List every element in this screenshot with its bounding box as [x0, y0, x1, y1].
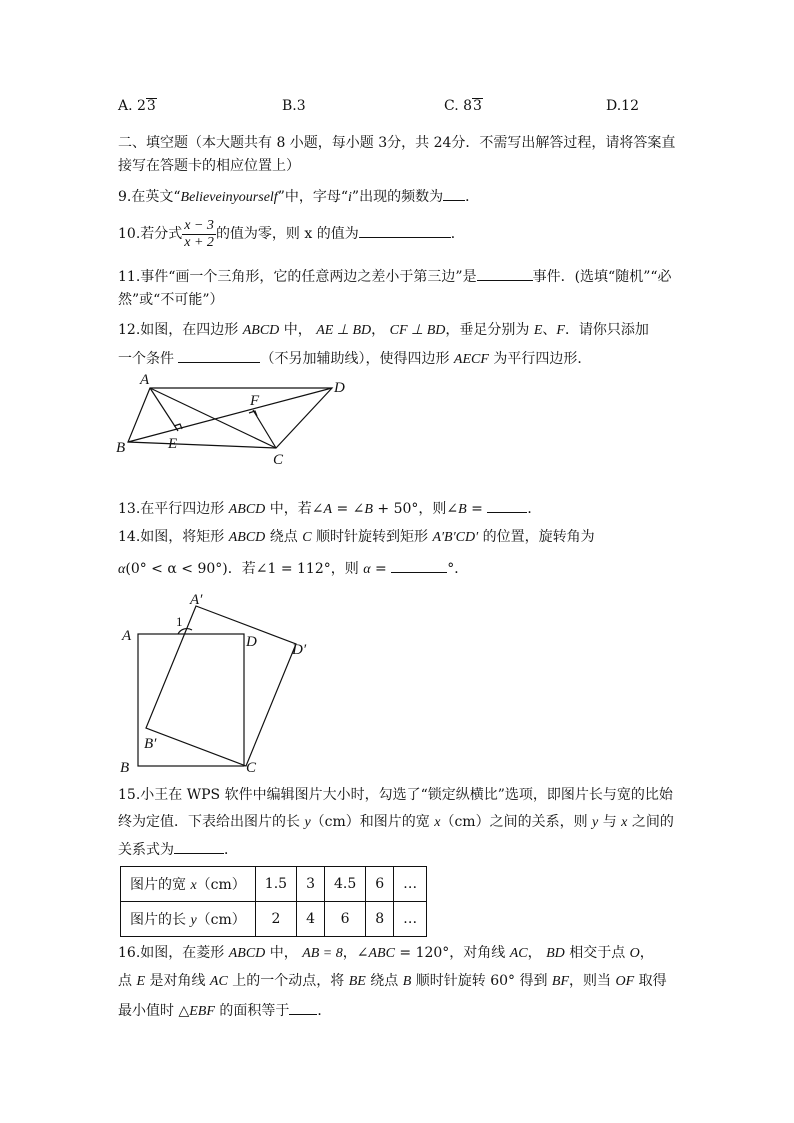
- figure-quadrilateral: [110, 370, 360, 470]
- question-16: 16.如图，在菱形 ABCD 中， AB = 8，∠ABC = 120°，对角线 AC， BD 相交于点 O，: [118, 945, 654, 961]
- rect-a1b1cd1: [146, 606, 296, 766]
- table-cell: …: [394, 902, 427, 937]
- table-row: [121, 867, 427, 902]
- option-c: C. 83: [444, 98, 482, 114]
- question-16-cont2: 最小值时 △EBF 的面积等于 ．: [118, 1000, 331, 1022]
- quad-abcd: [128, 388, 332, 448]
- option-b: B.3: [282, 98, 306, 114]
- answer-blank[interactable]: [289, 1000, 317, 1015]
- table-cell: 6: [324, 902, 365, 937]
- label-b: B: [120, 760, 130, 776]
- fraction: $\frac{x - 3}{x + 2}$: [184, 217, 214, 250]
- answer-blank[interactable]: [443, 186, 465, 201]
- label-b-prime: B′: [144, 736, 157, 752]
- label-a: A: [140, 372, 150, 388]
- option-d: D.12: [606, 98, 639, 114]
- table-cell: 2: [255, 902, 296, 937]
- question-11: 11.事件“画一个三角形，它的任意两边之差小于第三边”是 事件．(选填“随机”“必: [118, 266, 672, 287]
- label-f: F: [250, 393, 260, 409]
- sqrt-symbol: 3: [146, 98, 156, 114]
- table-cell: 6: [366, 867, 394, 902]
- label-a: A: [122, 628, 132, 644]
- section-heading-cont: 接写在答题卡的相应位置上）: [118, 158, 300, 174]
- table-cell: 4.5: [324, 867, 365, 902]
- table-header-cell: 图片的长 y（cm）: [121, 902, 256, 937]
- label-c: C: [246, 760, 257, 776]
- table-cell: 3: [297, 867, 325, 902]
- question-14-cont: α(0° < α < 90°)．若∠1 = 112°，则 α = °．: [118, 558, 468, 580]
- table-cell: 8: [366, 902, 394, 937]
- label-e: E: [168, 436, 178, 452]
- label-a-prime: A′: [190, 592, 203, 608]
- section-heading: 二、填空题（本大题共有 8 小题，每小题 3分，共 24分．不需写出解答过程，请将答案直: [118, 135, 676, 151]
- diagonal-bd: [128, 388, 332, 442]
- label-d: D: [246, 634, 257, 650]
- data-table: [120, 866, 427, 937]
- question-10: 10.若分式 $\frac{x - 3}{x + 2}$ 的值为零，则 x 的值为 ．: [118, 217, 465, 250]
- question-15-cont2: 关系式为 ．: [118, 839, 238, 860]
- question-12: 12.如图，在四边形 ABCD 中， AE ⊥ BD， CF ⊥ BD，垂足分别为 E、F．请你只添加: [118, 322, 649, 338]
- question-9: 9.在英文“Believeinyourself”中，字母“i”出现的频数为 ．: [118, 186, 479, 208]
- table-cell: …: [394, 867, 427, 902]
- label-d-prime: D′: [292, 642, 307, 658]
- question-11-cont: 然”或“不可能”）: [118, 292, 224, 308]
- sqrt-symbol: 3: [473, 98, 482, 114]
- label-angle-1: 1: [176, 614, 183, 629]
- answer-blank[interactable]: [178, 348, 260, 363]
- question-15: 15.小王在 WPS 软件中编辑图片大小时，勾选了“锁定纵横比”选项，即图片长与宽的比始: [118, 787, 673, 803]
- answer-blank[interactable]: [174, 839, 224, 854]
- question-13: 13.在平行四边形 ABCD 中，若∠A = ∠B + 50°，则∠B = ．: [118, 498, 541, 520]
- question-16-cont: 点 E 是对角线 AC 上的一个动点，将 BE 绕点 B 顺时针旋转 60° 得到 BF，则当 OF 取得: [118, 973, 667, 989]
- question-12-cont: 一个条件 （不另加辅助线），使得四边形 AECF 为平行四边形．: [118, 348, 591, 370]
- answer-blank[interactable]: [487, 498, 527, 513]
- table-cell: 4: [297, 902, 325, 937]
- question-14: 14.如图，将矩形 ABCD 绕点 C 顺时针旋转到矩形 A′B′CD′ 的位置，旋转角为: [118, 529, 595, 545]
- question-15-cont: 终为定值．下表给出图片的长 y（cm）和图片的宽 x（cm）之间的关系，则 y 与 x 之间的: [118, 814, 674, 830]
- table-cell: 1.5: [255, 867, 296, 902]
- answer-blank[interactable]: [391, 558, 447, 573]
- figure-rotated-rectangle: [112, 588, 322, 778]
- table-row: [121, 902, 427, 937]
- option-a: A. 23: [118, 98, 156, 114]
- answer-blank[interactable]: [477, 266, 533, 281]
- label-b: B: [116, 440, 126, 456]
- table-header-cell: 图片的宽 x（cm）: [121, 867, 256, 902]
- label-c: C: [273, 452, 284, 468]
- answer-blank[interactable]: [359, 223, 451, 238]
- label-d: D: [334, 380, 345, 396]
